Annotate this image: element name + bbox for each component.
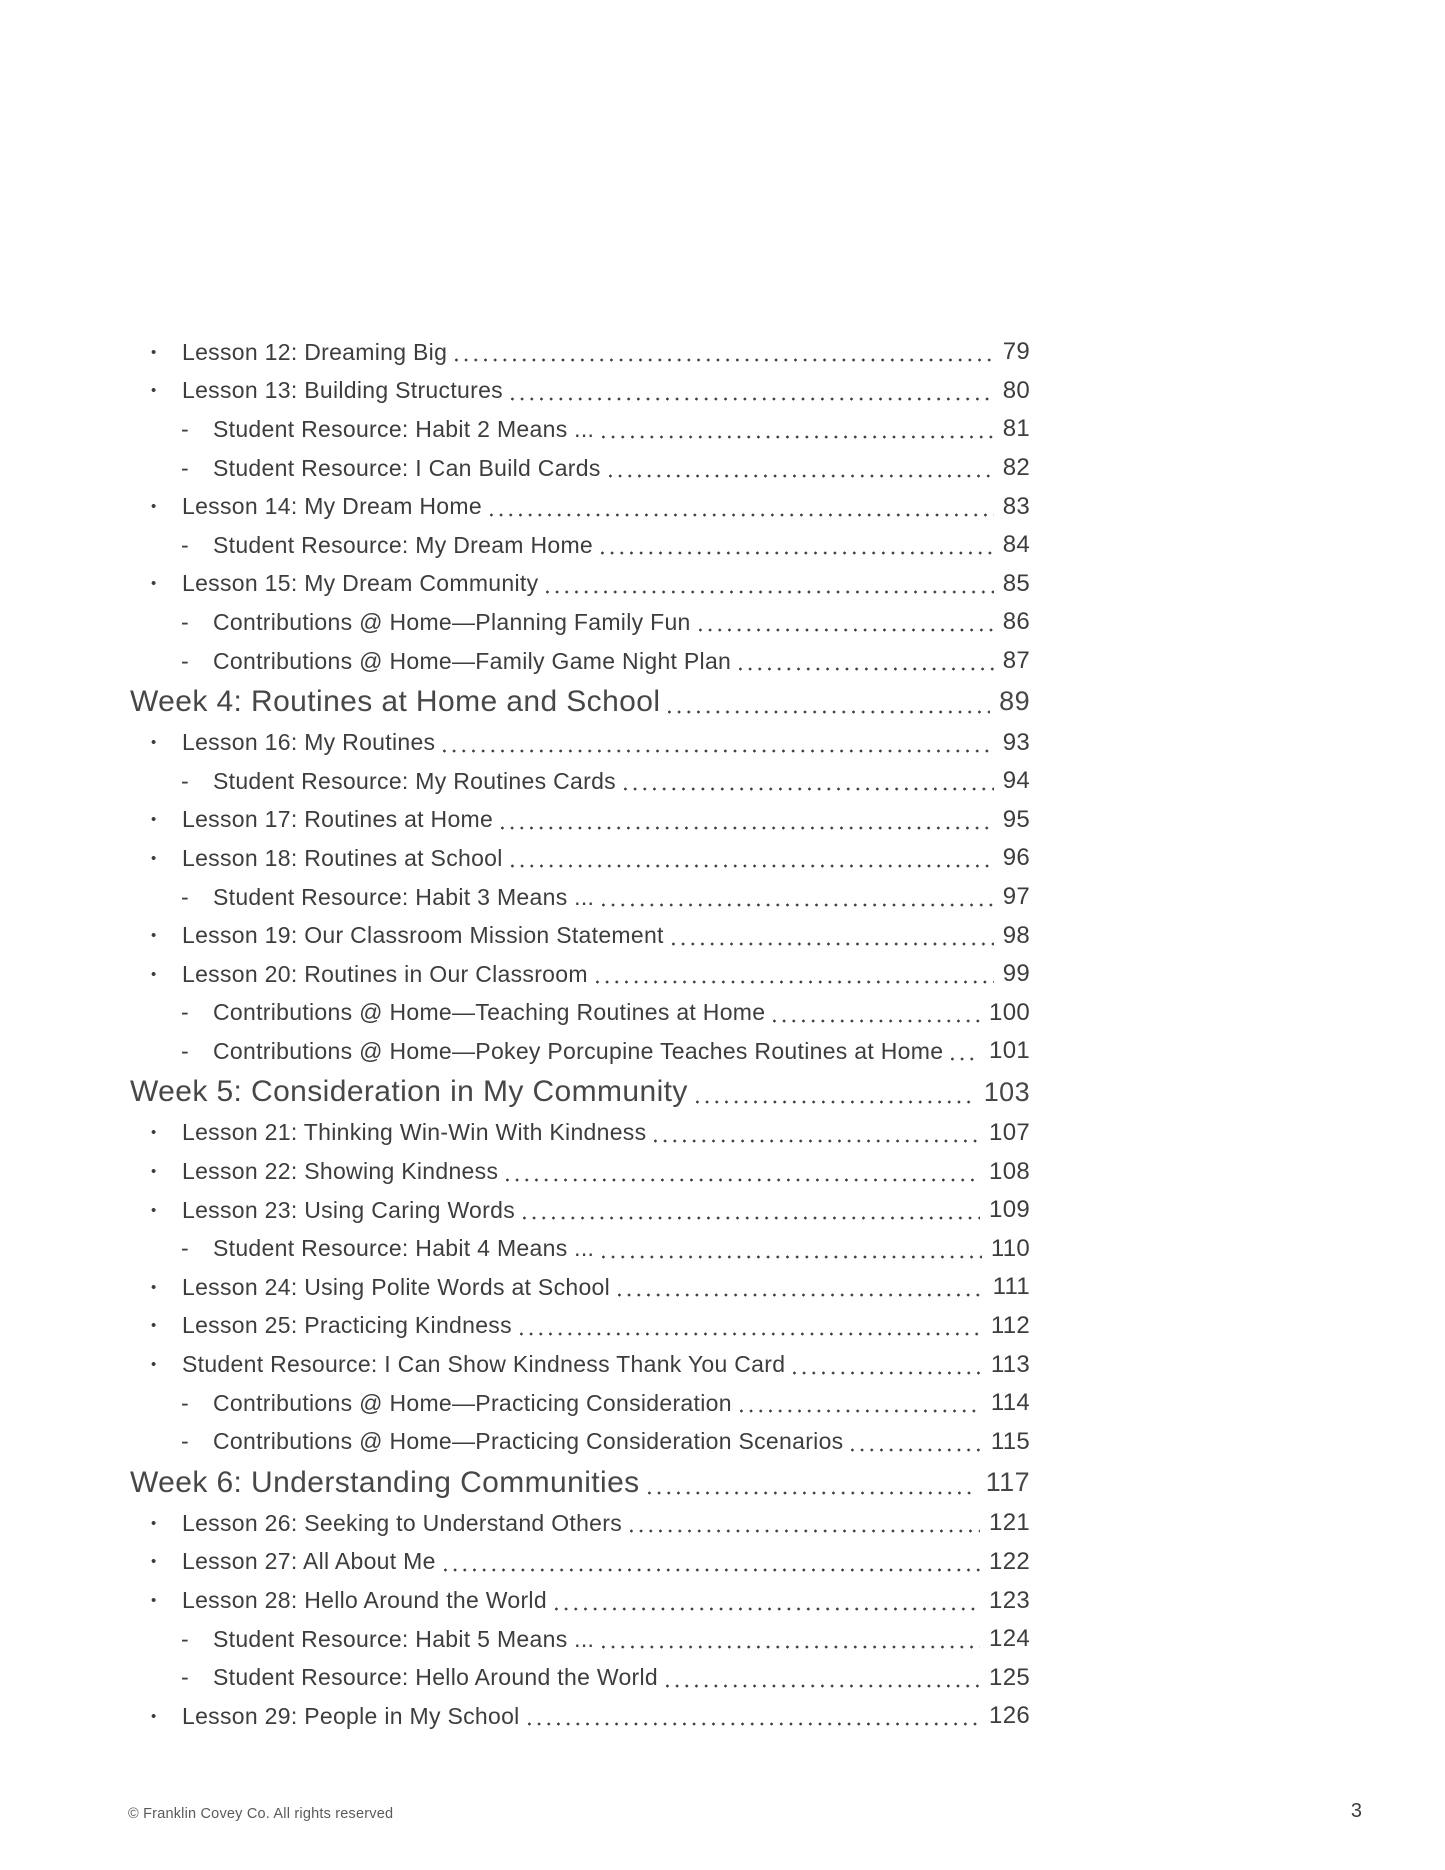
toc-entry: [130, 762, 1030, 801]
bullet-icon: •: [151, 498, 157, 516]
toc-entry-label: Lesson 18: Routines at School: [182, 844, 503, 871]
toc-entry-label: Lesson 26: Seeking to Understand Others: [182, 1509, 623, 1536]
dot-leader: [740, 1409, 982, 1413]
toc-entry-label: Lesson 19: Our Classroom Mission Statement: [182, 922, 664, 949]
dot-leader: [624, 787, 994, 791]
toc-entry: [130, 487, 1030, 526]
toc-entry-page: 96: [1002, 844, 1030, 872]
toc-entry-label: Contributions @ Home—Practicing Consideration: [213, 1389, 732, 1416]
toc-entry-page: 80: [1002, 376, 1030, 404]
dot-leader: [501, 826, 994, 830]
toc-entry: [130, 1229, 1030, 1268]
toc-entry: [130, 1504, 1030, 1543]
bullet-icon: •: [151, 1163, 157, 1181]
toc-entry-page: 125: [989, 1663, 1030, 1691]
toc-entry-page: 115: [990, 1427, 1030, 1455]
toc-entry-page: 113: [990, 1350, 1030, 1378]
toc-entry: [130, 1384, 1030, 1423]
toc-entry-page: 109: [989, 1196, 1030, 1224]
toc-entry: [130, 526, 1030, 565]
footer-page-number: 3: [1350, 1800, 1362, 1822]
toc-entry-label: Lesson 24: Using Polite Words at School: [182, 1273, 611, 1300]
toc-entry-label: Lesson 16: My Routines: [182, 729, 436, 756]
toc-entry-label: Student Resource: Habit 2 Means ...: [213, 415, 595, 442]
toc-entry-label: Lesson 28: Hello Around the World: [182, 1587, 547, 1614]
toc-entry-page: 112: [990, 1311, 1030, 1339]
toc-entry-page: 95: [1002, 805, 1030, 833]
dash-icon: -: [181, 883, 189, 910]
toc-entry: [130, 642, 1030, 681]
toc-entry-page: 108: [989, 1157, 1030, 1185]
dot-leader: [851, 1448, 981, 1452]
toc-entry-label: Lesson 27: All About Me: [182, 1548, 436, 1575]
bullet-icon: •: [151, 734, 157, 752]
dot-leader: [546, 590, 993, 594]
toc-entry: [130, 1543, 1030, 1582]
toc-entry-label: Lesson 22: Showing Kindness: [182, 1158, 499, 1185]
toc-entry-label: Contributions @ Home—Practicing Consideration Scenarios: [213, 1428, 844, 1455]
dot-leader: [602, 1645, 980, 1649]
toc-entry: [130, 955, 1030, 994]
toc-entry-label: Lesson 29: People in My School: [182, 1702, 520, 1729]
toc-entry-label: Week 6: Understanding Communities: [130, 1465, 640, 1499]
dot-leader: [654, 1139, 980, 1143]
dot-leader: [602, 435, 993, 439]
toc-entry-label: Lesson 20: Routines in Our Classroom: [182, 960, 588, 987]
bullet-icon: •: [151, 343, 157, 361]
bullet-icon: •: [151, 1317, 157, 1335]
toc-entry-label: Lesson 14: My Dream Home: [182, 493, 482, 520]
toc-entry: [130, 449, 1030, 488]
bullet-icon: •: [151, 849, 157, 867]
dot-leader: [666, 1684, 980, 1688]
toc-entry: [130, 1152, 1030, 1191]
toc-entry-label: Student Resource: Habit 3 Means ...: [213, 883, 595, 910]
toc-entry-page: 110: [990, 1234, 1030, 1262]
dot-leader: [596, 980, 994, 984]
toc-entry-page: 107: [989, 1118, 1030, 1146]
dot-leader: [739, 667, 994, 671]
toc-entry-page: 93: [1002, 728, 1030, 756]
toc-entry-page: 97: [1002, 883, 1030, 911]
dot-leader: [455, 358, 994, 362]
toc-entry-label: Student Resource: Habit 5 Means ...: [213, 1625, 595, 1652]
toc-entry-page: 101: [989, 1037, 1030, 1065]
toc-entry-label: Lesson 15: My Dream Community: [182, 570, 539, 597]
toc-entry-label: Student Resource: Hello Around the World: [213, 1664, 658, 1691]
bullet-icon: •: [151, 575, 157, 593]
bullet-icon: •: [151, 1707, 157, 1725]
toc-entry-label: Student Resource: Habit 4 Means ...: [213, 1235, 595, 1262]
dash-icon: -: [181, 1235, 189, 1262]
toc-entry: [130, 801, 1030, 840]
dash-icon: -: [181, 647, 189, 674]
table-of-contents: [130, 333, 1030, 1736]
dash-icon: -: [181, 767, 189, 794]
dash-icon: -: [181, 1625, 189, 1652]
dash-icon: -: [181, 1037, 189, 1064]
bullet-icon: •: [151, 1356, 157, 1374]
toc-week-heading: [130, 1071, 1030, 1114]
toc-week-heading: [130, 680, 1030, 723]
dot-leader: [618, 1293, 984, 1297]
dot-leader: [601, 551, 994, 555]
dash-icon: -: [181, 454, 189, 481]
footer-copyright: © Franklin Covey Co. All rights reserved: [128, 1806, 394, 1822]
toc-entry-label: Contributions @ Home—Pokey Porcupine Teaches Routines at Home: [213, 1037, 944, 1064]
bullet-icon: •: [151, 965, 157, 983]
toc-entry-page: 117: [985, 1467, 1030, 1498]
toc-entry-label: Contributions @ Home—Teaching Routines at Home: [213, 999, 766, 1026]
toc-entry: [130, 1191, 1030, 1230]
toc-entry-page: 82: [1002, 454, 1030, 482]
bullet-icon: •: [151, 1553, 157, 1571]
toc-entry-page: 89: [999, 686, 1030, 717]
toc-entry: [130, 1307, 1030, 1346]
dash-icon: -: [181, 1664, 189, 1691]
dot-leader: [528, 1722, 980, 1726]
dot-leader: [773, 1019, 980, 1023]
toc-entry-page: 123: [989, 1586, 1030, 1614]
dot-leader: [511, 397, 994, 401]
toc-entry-page: 111: [992, 1273, 1030, 1301]
toc-entry-page: 83: [1002, 492, 1030, 520]
toc-entry: [130, 1268, 1030, 1307]
toc-entry-page: 124: [989, 1625, 1030, 1653]
dot-leader: [668, 710, 990, 714]
toc-entry: [130, 565, 1030, 604]
dot-leader: [506, 1178, 980, 1182]
dot-leader: [443, 749, 993, 753]
dot-leader: [696, 1100, 975, 1104]
bullet-icon: •: [151, 1514, 157, 1532]
toc-entry: [130, 1620, 1030, 1659]
toc-entry-page: 114: [990, 1389, 1030, 1417]
toc-entry: [130, 1697, 1030, 1736]
toc-entry: [130, 1032, 1030, 1071]
toc-entry-page: 84: [1002, 531, 1030, 559]
toc-entry-label: Lesson 12: Dreaming Big: [182, 338, 448, 365]
dot-leader: [672, 942, 994, 946]
toc-entry-page: 86: [1002, 608, 1030, 636]
dot-leader: [555, 1607, 980, 1611]
toc-entry-label: Lesson 23: Using Caring Words: [182, 1196, 515, 1223]
toc-entry-page: 87: [1002, 647, 1030, 675]
toc-entry: [130, 723, 1030, 762]
toc-entry-label: Week 5: Consideration in My Community: [130, 1075, 688, 1109]
dot-leader: [951, 1057, 980, 1061]
toc-entry-label: Lesson 25: Practicing Kindness: [182, 1312, 512, 1339]
toc-entry-label: Lesson 21: Thinking Win-Win With Kindness: [182, 1119, 647, 1146]
bullet-icon: •: [151, 1124, 157, 1142]
toc-entry-label: Student Resource: I Can Build Cards: [213, 454, 601, 481]
toc-entry-page: 122: [989, 1547, 1030, 1575]
bullet-icon: •: [151, 1201, 157, 1219]
toc-entry: [130, 1658, 1030, 1697]
toc-entry: [130, 1422, 1030, 1461]
toc-entry: [130, 994, 1030, 1033]
dash-icon: -: [181, 531, 189, 558]
toc-entry-page: 85: [1002, 569, 1030, 597]
dot-leader: [630, 1529, 980, 1533]
toc-entry-label: Contributions @ Home—Planning Family Fun: [213, 608, 691, 635]
toc-entry: [130, 1581, 1030, 1620]
toc-entry-label: Week 4: Routines at Home and School: [130, 684, 661, 718]
toc-entry: [130, 916, 1030, 955]
toc-entry: [130, 410, 1030, 449]
bullet-icon: •: [151, 927, 157, 945]
toc-entry-page: 79: [1002, 338, 1030, 366]
bullet-icon: •: [151, 382, 157, 400]
dot-leader: [511, 864, 994, 868]
toc-entry-page: 94: [1002, 767, 1030, 795]
toc-entry: [130, 333, 1030, 372]
toc-entry: [130, 1345, 1030, 1384]
toc-entry-page: 126: [989, 1702, 1030, 1730]
toc-entry: [130, 603, 1030, 642]
toc-entry-label: Lesson 17: Routines at Home: [182, 806, 494, 833]
toc-entry-label: Student Resource: My Routines Cards: [213, 767, 616, 794]
toc-entry: [130, 1114, 1030, 1153]
toc-entry-page: 99: [1002, 960, 1030, 988]
dot-leader: [793, 1371, 982, 1375]
dot-leader: [609, 474, 994, 478]
toc-entry-page: 100: [989, 998, 1030, 1026]
dot-leader: [523, 1216, 980, 1220]
toc-entry-page: 98: [1002, 921, 1030, 949]
dot-leader: [490, 513, 994, 517]
dash-icon: -: [181, 1428, 189, 1455]
toc-entry-label: Contributions @ Home—Family Game Night Plan: [213, 647, 732, 674]
bullet-icon: •: [151, 811, 157, 829]
toc-entry: [130, 372, 1030, 411]
dot-leader: [648, 1491, 977, 1495]
dot-leader: [699, 628, 994, 632]
toc-entry-label: Lesson 13: Building Structures: [182, 377, 503, 404]
dot-leader: [602, 1255, 982, 1259]
toc-entry-page: 103: [983, 1076, 1030, 1107]
bullet-icon: •: [151, 1592, 157, 1610]
toc-entry-page: 81: [1002, 415, 1030, 443]
dash-icon: -: [181, 1389, 189, 1416]
toc-week-heading: [130, 1461, 1030, 1504]
dash-icon: -: [181, 608, 189, 635]
bullet-icon: •: [151, 1278, 157, 1296]
toc-entry-label: Student Resource: I Can Show Kindness Thank You Card: [182, 1351, 786, 1378]
toc-entry: [130, 878, 1030, 917]
dot-leader: [444, 1568, 980, 1572]
toc-entry: [130, 839, 1030, 878]
toc-entry-page: 121: [989, 1509, 1030, 1537]
dot-leader: [602, 903, 993, 907]
dot-leader: [520, 1332, 982, 1336]
dash-icon: -: [181, 999, 189, 1026]
dash-icon: -: [181, 415, 189, 442]
toc-entry-label: Student Resource: My Dream Home: [213, 531, 593, 558]
